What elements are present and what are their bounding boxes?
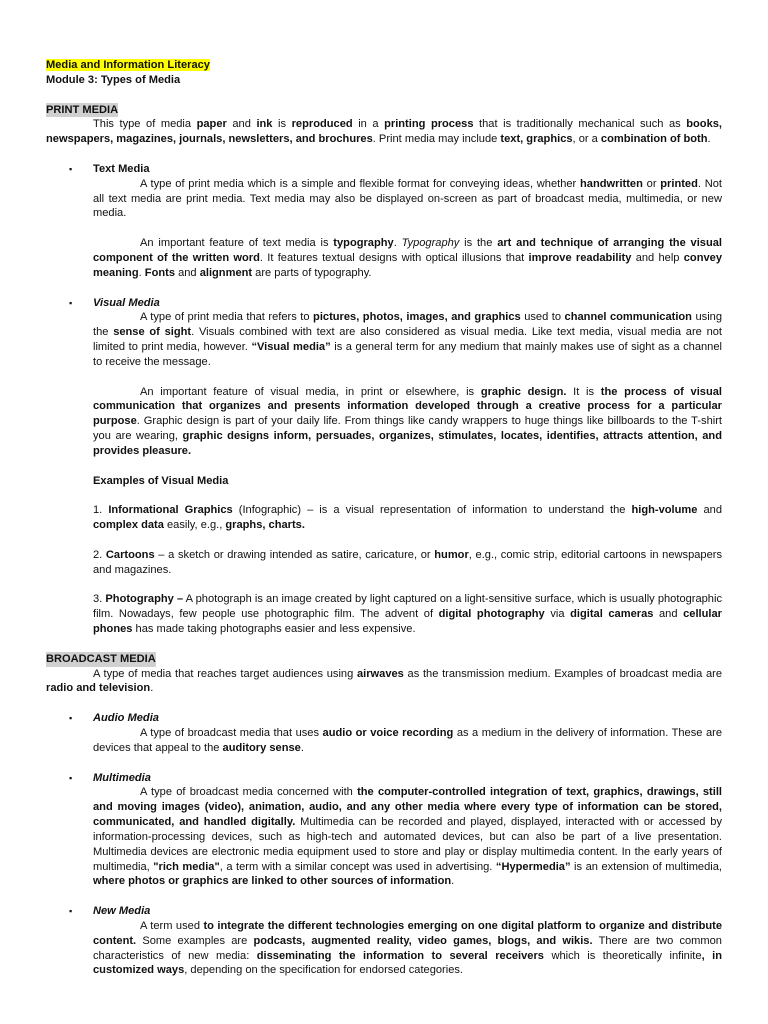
text-run: and [697,504,723,517]
visual-media-paragraph-1 [93,310,722,369]
text-run: An important feature of text media is [140,237,334,250]
text-run: It is [566,385,601,398]
print-media-heading: PRINT MEDIA [46,103,119,116]
text-run: A type of print media which is a simple and flexible format for conveying ideas, whether [140,177,581,190]
text-run: A term used [140,919,204,932]
text-run: has made taking photographs easier and less expensive. [132,623,416,636]
text-run: There are two common characteristics of new media: [93,934,722,962]
text-run: easily, e.g., [163,519,226,532]
text-run: 2. [93,548,106,561]
example-infographics [93,503,722,533]
text-run: . [150,682,154,695]
text-run: Multimedia can be recorded and played, displayed, interacted with or accessed by information-processing devices, such as high-tech and automated devices, but can also be part of a live presentation. Multimedia devices are electronic media equipment used to store and play or display multimedia content. In the early years of multimedia, [93,816,722,873]
text-run: used to [520,311,565,324]
bullet-icon: ▪ [69,297,73,308]
visual-media-item [46,296,722,637]
text-run: Cartoons [105,548,155,561]
text-run: . [707,133,711,146]
text-run: and [175,266,200,279]
new-media-paragraph [93,919,722,978]
text-run: where photos or graphics are linked to other sources of information [93,875,452,888]
text-run: disseminating the information to several receivers [256,949,544,962]
text-run: A type of broadcast media concerned with [140,786,358,799]
text-run: 1. [93,504,109,517]
example-photography [93,592,722,637]
text-run: auditory sense [222,741,301,754]
text-run: , depending on the specification for endorsed categories. [184,964,464,977]
text-run: graphic designs inform, persuades, organizes, stimulates, locates, identifies, attracts attention, and provides pleasure. [93,430,722,457]
text-run: in a [352,118,385,131]
text-run: "rich media" [153,860,220,873]
text-media-paragraph-2 [93,236,722,281]
text-run: complex data [93,519,164,532]
text-run: “Hypermedia” [495,860,571,873]
text-run: is [272,118,292,131]
audio-media-label: Audio Media [93,712,159,725]
bullet-icon: ▪ [69,713,73,724]
broadcast-media-intro [46,667,722,697]
text-run: is an extension of multimedia, [570,860,722,873]
text-run: . Visuals combined with text are also considered as visual media. Like text media, visual media are not limited to print media, however. [93,326,722,354]
text-run: . [300,741,304,754]
text-run: . Print media may include [372,133,501,146]
text-run: graphs, charts. [225,519,305,532]
text-run: and help [631,251,684,264]
visual-media-label: Visual Media [93,296,160,309]
text-run: . [138,266,145,279]
multimedia-label: Multimedia [93,771,151,784]
new-media-label: New Media [93,905,151,918]
text-run: as the transmission medium. Examples of broadcast media are [403,667,722,680]
print-media-intro [46,117,722,147]
text-run: the process of visual communication that organizes and presents information developed through a creative process for a particular purpose [93,385,722,428]
text-run: humor [434,548,469,561]
text-run: podcasts, augmented reality, video games, blogs, and wikis. [253,934,593,947]
text-run: , in customized ways [93,949,722,977]
text-run: graphic design. [480,385,567,398]
text-run: A photograph is an image created by light captured on a light-sensitive surface, which is usually photographic film. Nowadays, few people use photographic film. The advent of [93,593,722,621]
text-run: reproduced [291,118,353,131]
text-run: that is traditionally mechanical such as [473,118,687,131]
text-run: A type of broadcast media that uses [140,726,323,739]
text-run: This type of media [93,118,197,131]
text-run: . [451,875,455,888]
text-run: Typography [401,237,460,250]
text-run: pictures, photos, images, and graphics [313,311,521,324]
text-run: improve readability [528,251,632,264]
print-media-section [46,103,722,637]
course-title: Media and Information Literacy [46,59,210,71]
text-run: . Not all text media are print media. Text media may also be displayed on-screen as part of broadcast media, multimedia, or new media. [93,177,722,220]
text-run: Some examples are [136,934,254,947]
text-run: , e.g., comic strip, editorial cartoons in newspapers and magazines. [93,548,722,576]
text-run: printed [660,177,698,190]
text-run: are parts of typography. [252,266,372,279]
audio-media-item [46,711,722,756]
examples-heading: Examples of Visual Media [93,474,229,487]
text-media-paragraph-1 [93,177,722,222]
text-run: , a term with a similar concept was used in advertising. [219,860,496,873]
text-run: (Infographic) – is a visual representation of information to understand the [232,504,632,517]
text-run: audio or voice recording [322,726,454,739]
text-run: An important feature of visual media, in print or elsewhere, is [140,385,481,398]
text-run: convey meaning [93,251,722,279]
text-run: . Graphic design is part of your daily life. From things like candy wrappers to huge things like billboards to the T-shirt you are wearing, [93,415,722,443]
multimedia-paragraph [93,785,722,889]
module-title: Module 3: Types of Media [46,73,181,86]
text-run: or [642,177,661,190]
text-run: “Visual media” [251,341,331,354]
text-media-label: Text Media [93,162,150,175]
broadcast-media-section [46,652,722,979]
text-run: Photography – [105,593,184,606]
text-run: . It features textual designs with optical illusions that [259,251,529,264]
text-run: combination of both [600,133,708,146]
text-run: and [226,118,257,131]
text-run: A type of print media that refers to [140,311,314,324]
text-run: is the [459,237,498,250]
text-run: alignment [199,266,253,279]
header [46,58,722,88]
text-run: using the [93,311,723,339]
text-run: typography [333,237,394,250]
text-run: books, newspapers, magazines, journals, newsletters, and brochures [46,118,723,146]
text-run: A type of media that reaches target audiences using [93,667,357,680]
audio-media-paragraph [93,726,722,756]
text-run: channel communication [564,311,692,324]
text-run: art and technique of arranging the visual component of the written word [93,237,722,264]
text-run: via [544,608,571,621]
visual-media-paragraph-2 [93,385,722,459]
text-run: , or a [572,133,601,146]
text-run: high-volume [631,504,698,517]
example-cartoons [93,548,722,578]
text-run: and [653,608,684,621]
text-media-item [46,162,722,281]
new-media-item [46,904,722,978]
text-run: – a sketch or drawing intended as satire, caricature, or [154,548,435,561]
text-run: . [393,237,402,250]
text-run: ink [256,118,273,131]
text-run: airwaves [356,667,404,680]
text-run: handwritten [580,177,643,190]
text-run: 3. [93,593,106,606]
text-run: as a medium in the delivery of information. These are devices that appeal to the [93,726,722,754]
text-run: which is theoretically infinite [543,949,702,962]
text-run: Fonts [144,266,175,279]
text-run: sense of sight [113,326,192,339]
multimedia-item [46,771,722,890]
text-run: is a general term for any medium that mainly makes use of sight as a channel to receive the message. [93,341,722,368]
text-run: Informational Graphics [108,504,233,517]
text-run: radio and television [46,682,151,695]
text-run: digital cameras [570,608,654,621]
bullet-icon: ▪ [69,163,73,174]
broadcast-media-heading: BROADCAST MEDIA [46,652,156,665]
bullet-icon: ▪ [69,906,73,917]
document-page [46,58,722,978]
text-run: paper [196,118,227,131]
text-run: printing process [384,118,474,131]
text-run: to integrate the different technologies emerging on one digital platform to organize and distribute content. [93,919,723,947]
bullet-icon: ▪ [69,772,73,783]
text-run: text, graphics [500,133,573,146]
text-run: cellular phones [93,608,722,636]
text-run: digital photography [438,608,545,621]
text-run: the computer-controlled integration of text, graphics, drawings, still and moving images (video), animation, audio, and any other media where every type of information can be stored, communicated, and handled digitally. [93,786,722,829]
